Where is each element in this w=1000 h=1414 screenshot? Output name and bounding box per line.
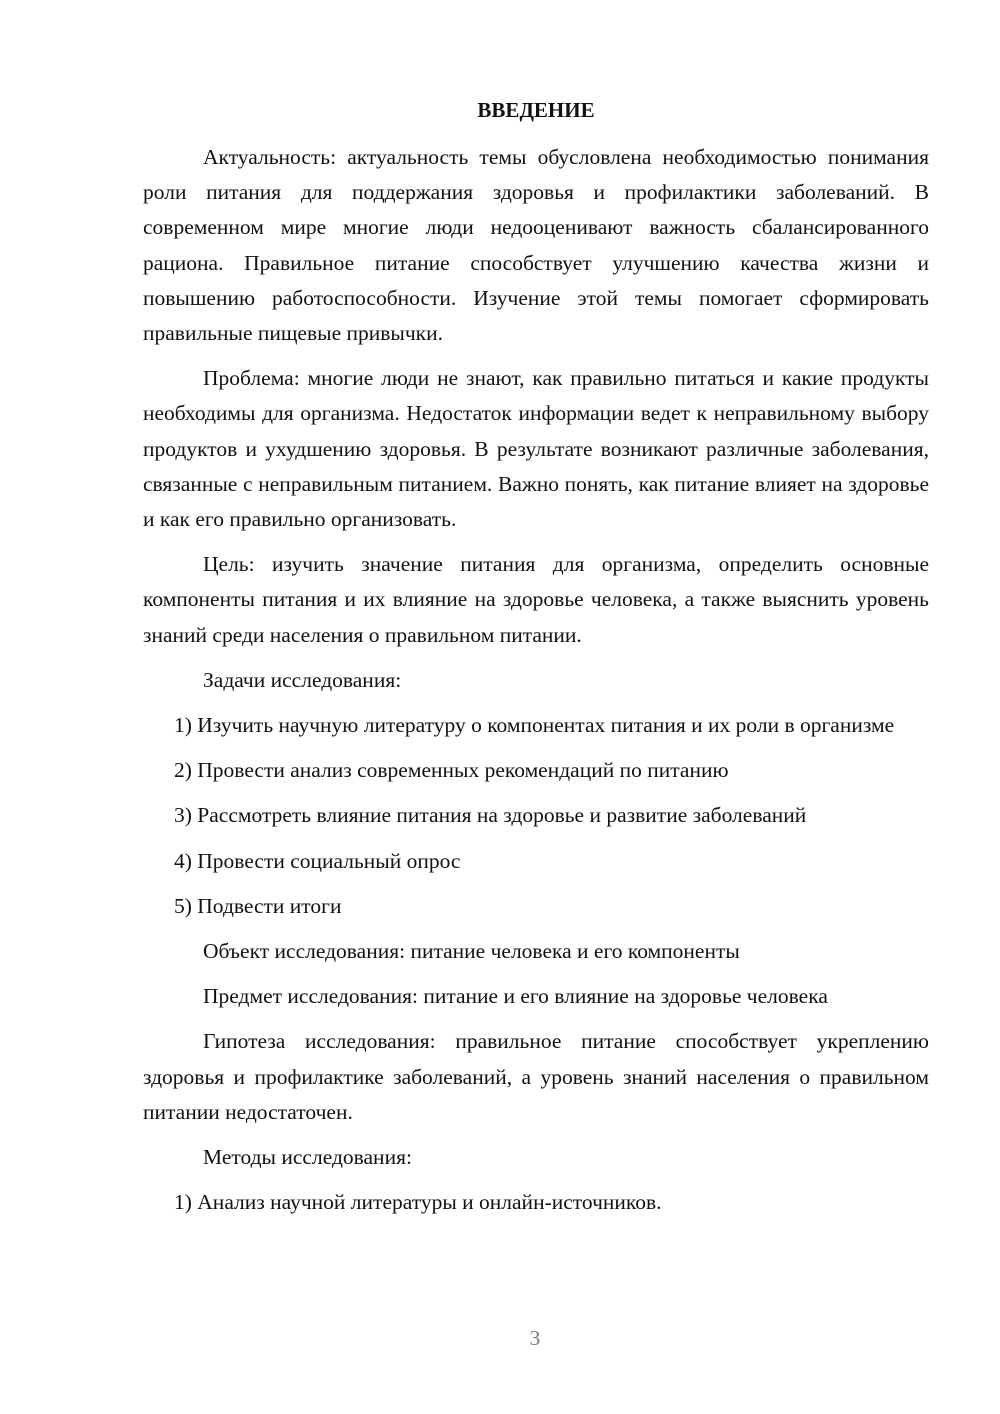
tasks-heading: Задачи исследования:	[203, 667, 402, 692]
task-item-4: 4) Провести социальный опрос	[174, 848, 461, 873]
document-page	[143, 92, 929, 1230]
task-item-1: 1) Изучить научную литературу о компонентах питания и их роли в организме	[174, 713, 895, 738]
hypothesis-paragraph: Гипотеза исследования: правильное питание способствует укреплению здоровья и профилактике заболеваний, а уровень знаний населения о правильном питании недостаточен.	[143, 1029, 929, 1124]
research-subject: Предмет исследования: питание и его влияние на здоровье человека	[203, 984, 828, 1009]
task-item-3: 3) Рассмотреть влияние питания на здоровье и развитие заболеваний	[174, 803, 807, 828]
page-number: 3	[529, 1326, 541, 1350]
goal-paragraph: Цель: изучить значение питания для организма, определить основные компоненты питания и их влияние на здоровье человека, а также выяснить уровень знаний среди населения о правильном питании.	[143, 552, 929, 647]
task-item-2: 2) Провести анализ современных рекомендаций по питанию	[174, 758, 729, 783]
problem-paragraph: Проблема: многие люди не знают, как правильно питаться и какие продукты необходимы для организма. Недостаток информации ведет к неправильному выбору продуктов и ухудшению здоровья. В результате возникают различные заболевания, связанные с неправильным питанием. Важно понять, как питание влияет на здоровье и как его правильно организовать.	[143, 366, 929, 532]
page-title: ВВЕДЕНИЕ	[477, 98, 595, 122]
research-object: Объект исследования: питание человека и его компоненты	[203, 939, 740, 964]
task-item-5: 5) Подвести итоги	[174, 893, 342, 918]
method-item-1: 1) Анализ научной литературы и онлайн-источников.	[174, 1190, 662, 1215]
methods-heading: Методы исследования:	[203, 1145, 412, 1170]
relevance-paragraph: Актуальность: актуальность темы обусловлена необходимостью понимания роли питания для поддержания здоровья и профилактики заболеваний. В современном мире многие люди недооценивают важность сбалансированного рациона. Правильное питание способствует улучшению качества жизни и повышению работоспособности. Изучение этой темы помогает сформировать правильные пищевые привычки.	[143, 145, 929, 346]
